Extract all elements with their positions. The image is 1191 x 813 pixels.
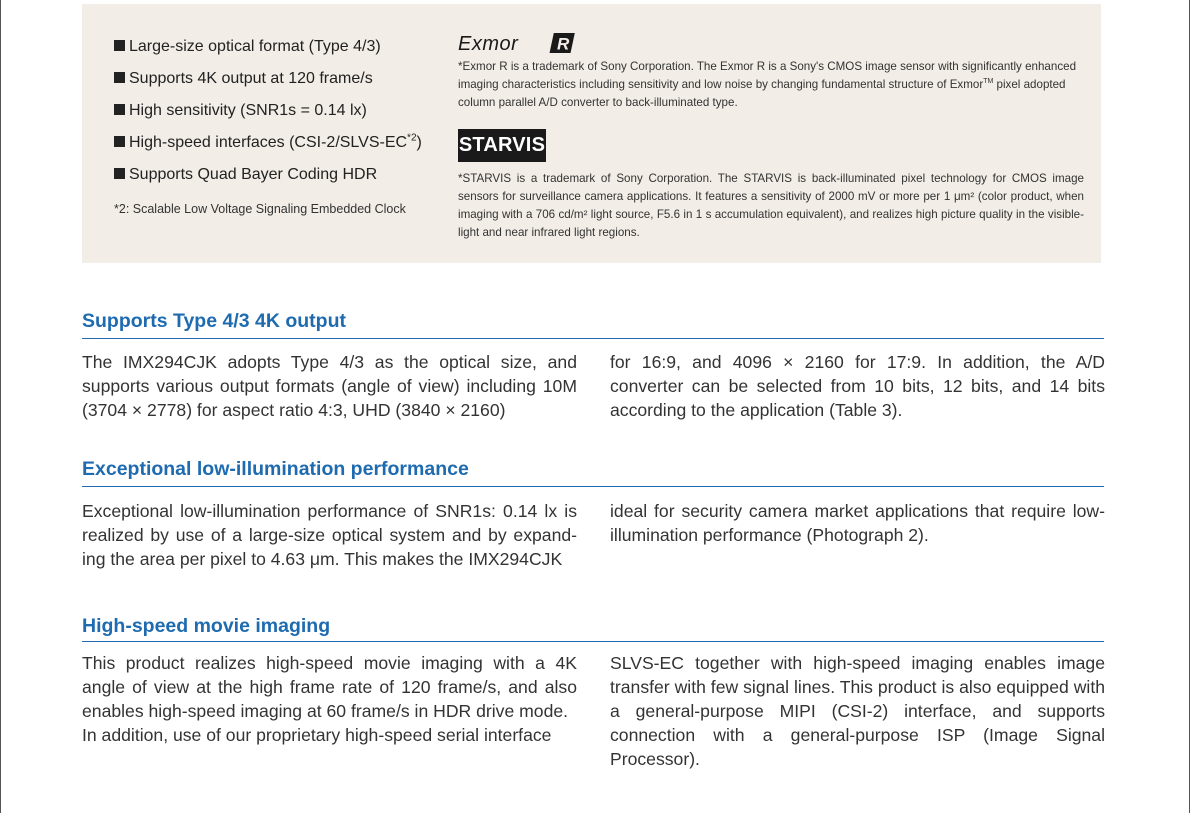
- footnote: *2: Scalable Low Voltage Signaling Embedded Clock: [114, 202, 406, 216]
- feature-label: High sensitivity (SNR1s = 0.14 lx): [129, 102, 367, 119]
- section-divider: [82, 641, 1104, 642]
- list-item: [114, 100, 422, 132]
- feature-label: Supports 4K output at 120 frame/s: [129, 70, 373, 87]
- section-text-right: SLVS-EC together with high-speed imaging enables image transfer with few signal lines. This product is also equipped with a general-purpose MIPI (CSI-2) interface, and supports connection with a general-purpose ISP (Image Signal Processor).: [610, 653, 1105, 769]
- section-divider: [82, 486, 1104, 487]
- square-bullet-icon: [114, 72, 125, 83]
- feature-label: High-speed interfaces (CSI-2/SLVS-EC: [129, 134, 408, 151]
- feature-label: Large-size optical format (Type 4/3): [129, 38, 381, 55]
- paragraph: In addition, use of our proprietary high-speed serial interface: [82, 725, 552, 745]
- square-bullet-icon: [114, 40, 125, 51]
- exmor-r-logo: [458, 32, 582, 56]
- paragraph: This product realizes high-speed movie imaging with a 4K angle of view at the high frame rate of 120 frame/s, and also enables high-speed imaging at 60 frame/s in HDR drive mode.: [82, 653, 577, 721]
- list-item: [114, 68, 422, 100]
- section-text-right: for 16:9, and 4096 × 2160 for 17:9. In addition, the A/D converter can be selected from 10 bits, 12 bits, and 14 bits according to the application (Table 3).: [610, 352, 1105, 420]
- section-divider: [82, 338, 1104, 339]
- exmor-trademark-note: *Exmor R is a trademark of Sony Corporation. The Exmor R is a Sony's CMOS image sensor with significantly enhanced imaging characteristics including sensitivity and low noise by changing fundamental structure of Exmor™ pixel adopted column parallel A/D converter to back-illuminated type.: [458, 60, 1077, 109]
- section-title: Exceptional low-illumination performance: [82, 458, 469, 480]
- starvis-trademark-note: *STARVIS is a trademark of Sony Corporation. The STARVIS is back-illuminated pixel technology for CMOS image sensors for surveillance camera applications. It features a sensitivity of 2000 mV or more per 1 μm² (color product, when imaging with a 706 cd/m² light source, F5.6 in 1 s accumulation equivalent), and realizes high picture quality in the visible-light and near infrared light regions.: [458, 172, 1084, 239]
- page-right-edge: [1189, 0, 1190, 813]
- svg-text:R: R: [557, 34, 570, 54]
- trademark-symbol: TM: [983, 78, 994, 86]
- section-text-left: Exceptional low-illumination performance of SNR1s: 0.14 lx is realized by use of a large-size optical system and by expand-ing the area per pixel to 4.63 μm. This makes the IMX294CJK: [82, 501, 577, 569]
- starvis-logo: STARVIS: [458, 129, 546, 162]
- section-title: High-speed movie imaging: [82, 615, 331, 637]
- section-text-left: The IMX294CJK adopts Type 4/3 as the optical size, and supports various output formats (angle of view) including 10M (3704 × 2778) for aspect ratio 4:3, UHD (3840 × 2160): [82, 352, 577, 420]
- feature-label-suffix: ): [416, 134, 422, 151]
- square-bullet-icon: [114, 104, 125, 115]
- svg-text:Exmor: Exmor: [458, 33, 519, 55]
- list-item: [114, 164, 422, 196]
- list-item: [114, 132, 422, 164]
- section-text-left: [82, 651, 577, 747]
- section-text-right: ideal for security camera market applications that require low-illumination performance (Photograph 2).: [610, 501, 1105, 545]
- feature-label: Supports Quad Bayer Coding HDR: [129, 166, 378, 183]
- section-title: Supports Type 4/3 4K output: [82, 310, 346, 332]
- feature-list: [114, 36, 422, 196]
- list-item: [114, 36, 422, 68]
- square-bullet-icon: [114, 168, 125, 179]
- page-left-edge: [0, 0, 1, 813]
- square-bullet-icon: [114, 136, 125, 147]
- footnote-ref: *2: [407, 132, 417, 144]
